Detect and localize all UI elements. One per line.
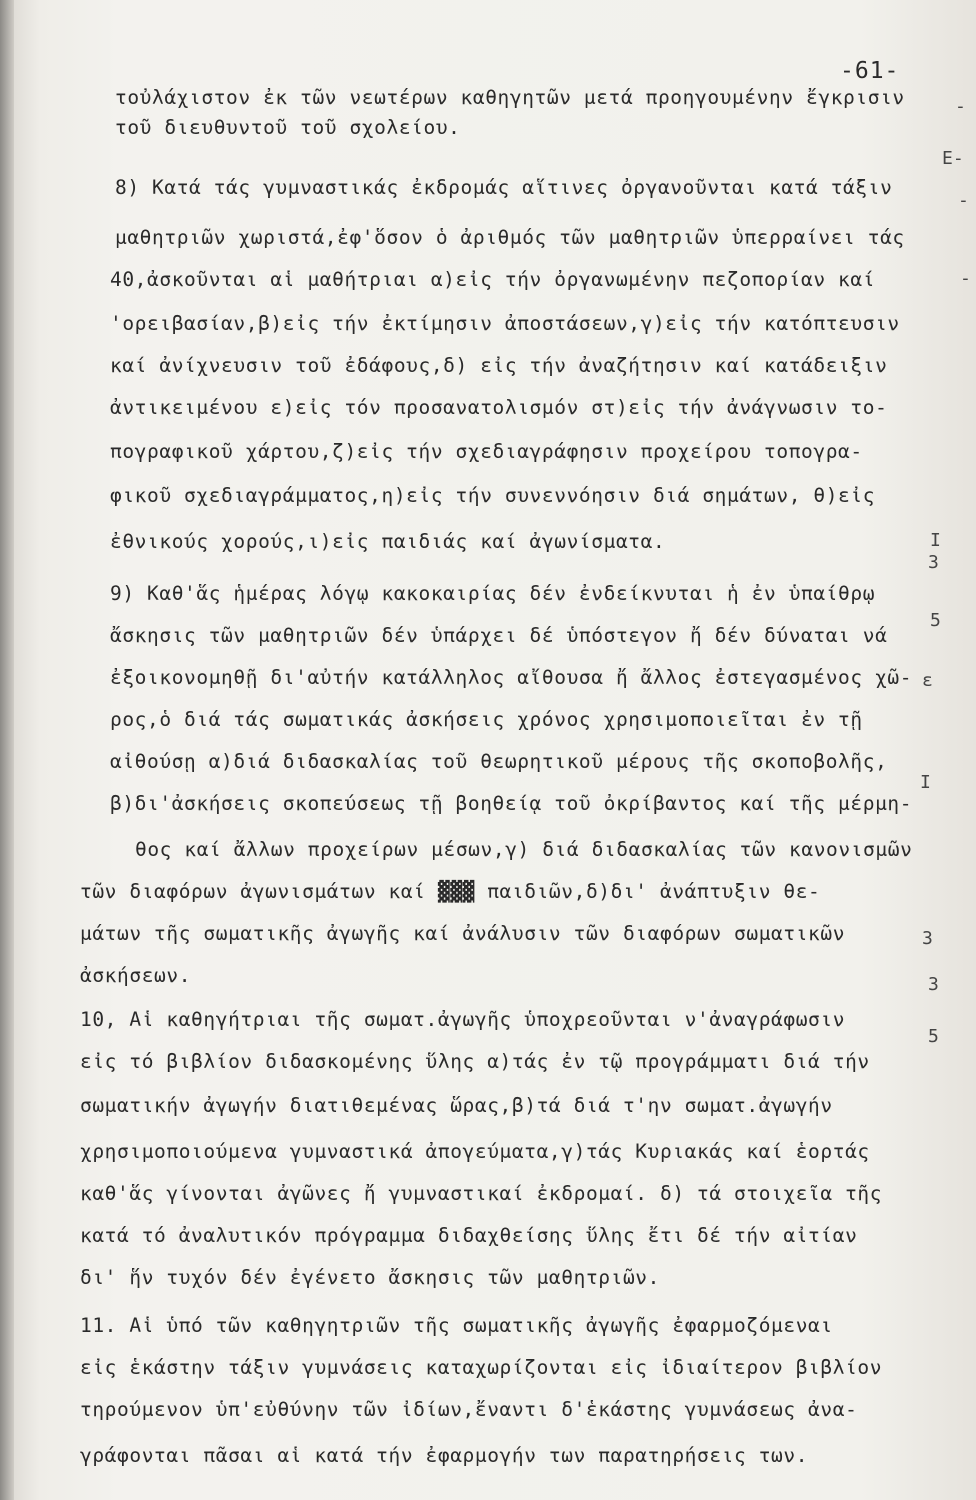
- text-line: 8) Κατά τάς γυμναστικάς ἐκδρομάς αἵτινες ὀργανοῦνται κατά τάξιν: [115, 176, 893, 199]
- text-line: καθ'ἅς γίνονται ἀγῶνες ἤ γυμναστικαί ἐκδρομαί. δ) τά στοιχεῖα τῆς: [80, 1182, 883, 1205]
- text-line: τῶν διαφόρων ἀγωνισμάτων καί ▓▓▓ παιδιῶν,δ)δι' ἀνάπτυξιν θε-: [80, 880, 821, 903]
- margin-mark: 5: [930, 610, 941, 631]
- margin-mark: 3: [928, 974, 939, 995]
- text-line: πογραφικοῦ χάρτου,ζ)εἰς τήν σχεδιαγράφησιν προχείρου τοπογρα-: [110, 440, 863, 463]
- text-line: καί ἀνίχνευσιν τοῦ ἐδάφους,δ) εἰς τήν ἀναζήτησιν καί κατάδειξιν: [110, 354, 888, 377]
- margin-mark: ε: [922, 670, 933, 691]
- text-line: ρος,ὁ διά τάς σωματικάς ἀσκήσεις χρόνος χρησιμοποιεῖται ἐν τῇ: [110, 708, 863, 731]
- margin-mark: 3: [922, 928, 933, 949]
- text-line: 40,ἀσκοῦνται αἱ μαθήτριαι α)εἰς τήν ὀργανωμένην πεζοπορίαν καί: [110, 268, 876, 291]
- text-line: δι' ἥν τυχόν δέν ἐγένετο ἄσκησις τῶν μαθητριῶν.: [80, 1266, 660, 1289]
- text-line: εἰς ἑκάστην τάξιν γυμνάσεις καταχωρίζονται εἰς ἰδιαίτερον βιβλίον: [80, 1356, 883, 1379]
- text-line: μάτων τῆς σωματικῆς ἀγωγῆς καί ἀνάλυσιν τῶν διαφόρων σωματικῶν: [80, 922, 846, 945]
- text-line: ἐθνικούς χορούς,ι)εἰς παιδιάς καί ἀγωνίσματα.: [110, 530, 666, 553]
- text-line: τηρούμενον ὑπ'εὐθύνην τῶν ἰδίων,ἔναντι δ'ἑκάστης γυμνάσεως ἀνα-: [80, 1398, 858, 1421]
- text-line: χρησιμοποιούμενα γυμναστικά ἀπογεύματα,γ)τάς Κυριακάς καί ἑορτάς: [80, 1140, 870, 1163]
- margin-mark: Ι: [930, 530, 941, 551]
- text-line: 11. Αἱ ὑπό τῶν καθηγητριῶν τῆς σωματικῆς ἀγωγῆς ἐφαρμοζόμεναι: [80, 1314, 833, 1337]
- text-line: ἄσκησις τῶν μαθητριῶν δέν ὑπάρχει δέ ὑπόστεγον ἤ δέν δύναται νά: [110, 624, 888, 647]
- margin-mark: Ι: [920, 772, 931, 793]
- text-line: αἰθούσῃ α)διά διδασκαλίας τοῦ θεωρητικοῦ μέρους τῆς σκοποβολῆς,: [110, 750, 888, 773]
- text-line: γράφονται πᾶσαι αἱ κατά τήν ἐφαρμογήν των παρατηρήσεις των.: [80, 1444, 809, 1467]
- text-line: ἀντικειμένου ε)εἰς τόν προσανατολισμόν στ)εἰς τήν ἀνάγνωσιν το-: [110, 396, 888, 419]
- text-line: μαθητριῶν χωριστά,ἐφ'ὅσον ὁ ἀριθμός τῶν μαθητριῶν ὑπερραίνει τάς: [115, 226, 905, 249]
- text-line: β)δι'ἀσκήσεις σκοπεύσεως τῇ βοηθείᾳ τοῦ ὀκρίβαντος καί τῆς μέρμη-: [110, 792, 913, 815]
- text-line: φικοῦ σχεδιαγράμματος,η)εἰς τήν συνεννόησιν διά σημάτων, θ)εἰς: [110, 484, 876, 507]
- text-line: 10, Αἱ καθηγήτριαι τῆς σωματ.ἀγωγῆς ὑποχρεοῦνται ν'ἀναγράφωσιν: [80, 1008, 846, 1031]
- margin-mark: 3: [928, 552, 939, 573]
- margin-mark: 5: [928, 1026, 939, 1047]
- text-line: 9) Καθ'ἅς ἡμέρας λόγῳ κακοκαιρίας δέν ἐνδείκνυται ἡ ἐν ὑπαίθρῳ: [110, 582, 876, 605]
- text-line: κατά τό ἀναλυτικόν πρόγραμμα διδαχθείσης ὕλης ἔτι δέ τήν αἰτίαν: [80, 1224, 858, 1247]
- text-line: ἐξοικονομηθῇ δι'αὐτήν κατάλληλος αἴθουσα ἤ ἄλλος ἐστεγασμένος χῶ-: [110, 666, 913, 689]
- page-number: -61-: [840, 58, 900, 84]
- text-line: θος καί ἄλλων προχείρων μέσων,γ) διά διδασκαλίας τῶν κανονισμῶν: [135, 838, 913, 861]
- text-line: σωματικήν ἀγωγήν διατιθεμένας ὥρας,β)τά διά τ'ην σωματ.ἀγωγήν: [80, 1094, 833, 1117]
- margin-mark: -: [960, 268, 971, 289]
- margin-mark: -: [958, 190, 969, 211]
- text-line: ἀσκήσεων.: [80, 964, 192, 987]
- margin-mark: Ε-: [942, 148, 964, 169]
- text-line: τοὐλάχιστον ἐκ τῶν νεωτέρων καθηγητῶν μετά προηγουμένην ἔγκρισιν: [115, 86, 905, 109]
- text-line: εἰς τό βιβλίον διδασκομένης ὕλης α)τάς ἐν τῷ προγράμματι διά τήν: [80, 1050, 870, 1073]
- scan-left-edge: [0, 0, 14, 1500]
- margin-mark: -: [955, 96, 966, 117]
- text-line: τοῦ διευθυντοῦ τοῦ σχολείου.: [115, 116, 461, 139]
- text-line: 'ορειβασίαν,β)εἰς τήν ἐκτίμησιν ἀποστάσεων,γ)εἰς τήν κατόπτευσιν: [110, 312, 900, 335]
